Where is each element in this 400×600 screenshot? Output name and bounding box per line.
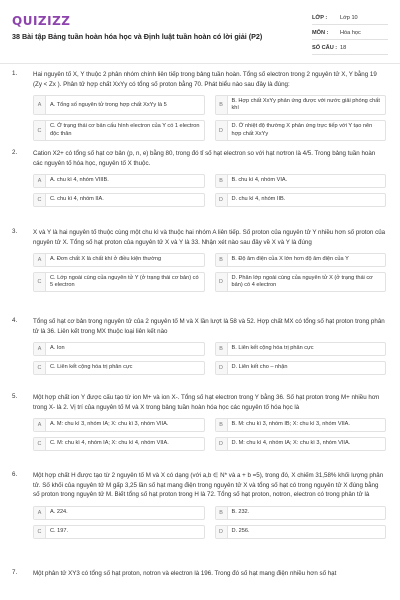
option-letter: A [34, 175, 46, 187]
question-text: Một hợp chất ion Y được cấu tạo từ ion M+ và ion X-. Tổng số hạt electron trong Y bằng 36. Số hạt proton trong M+ nhiều hơn trong X- là 2. Vị trí của nguyên tố M và X trong bảng tuần hoàn hóa học các nguyên tố hóa học là [33, 394, 380, 411]
question-number: 4. [12, 317, 18, 324]
option-letter: B [216, 507, 228, 519]
options-grid [33, 95, 386, 141]
option-a[interactable] [33, 95, 205, 115]
meta-key: SỐ CÂU : [312, 45, 338, 51]
option-d[interactable] [215, 525, 387, 539]
question-number: 1. [12, 70, 18, 77]
option-letter: B [216, 343, 228, 355]
question-number: 7. [12, 569, 18, 576]
header [0, 0, 400, 64]
option-letter: C [34, 362, 46, 374]
meta-row-subject [312, 27, 388, 40]
option-letter: C [34, 526, 46, 538]
option-c[interactable] [33, 120, 205, 140]
option-text: A. Tổng số nguyên tử trong hợp chất XxYy là 5 [50, 101, 167, 108]
document-title: 38 Bài tập Bảng tuần hoàn hóa học và Định luật tuần hoàn có lời giải (P2) [12, 32, 263, 41]
option-text: D. 256. [231, 527, 250, 534]
option-d[interactable] [215, 272, 387, 292]
question-5 [0, 393, 400, 471]
question-7 [0, 569, 400, 583]
option-c[interactable] [33, 437, 205, 451]
option-text: A. chu kì 4, nhóm VIIIB. [50, 177, 109, 184]
option-text: D. Liên kết cho – nhận [231, 364, 288, 371]
option-text: D. Ở nhiệt độ thường X phản ứng trực tiếp với Y tạo nên hợp chất XxYy [231, 123, 373, 137]
option-text: B. Liên kết cộng hóa trị phân cực [231, 345, 314, 352]
option-letter: D [216, 362, 228, 374]
option-text: D. Phân lớp ngoài cùng của nguyên tử X (ở trạng thái cơ bản) có 4 electron [231, 275, 373, 289]
options-grid [33, 418, 386, 451]
option-letter: D [216, 526, 228, 538]
question-text: X và Y là hai nguyên tố thuộc cùng một chu kì và thuộc hai nhóm A liên tiếp. Số proton của nguyên tử Y nhiều hơn số proton của nguyên tử X. Tổng số hạt proton của nguyên tử X và Y là 33. Nhận xét nào sau đây về X và Y là đúng [33, 229, 386, 246]
option-a[interactable] [33, 342, 205, 356]
option-letter: C [34, 121, 46, 139]
option-letter: A [34, 96, 46, 114]
option-text: C. chu kì 4, nhóm IIA. [50, 196, 104, 203]
option-b[interactable] [215, 95, 387, 115]
option-letter: A [34, 343, 46, 355]
option-letter: B [216, 254, 228, 266]
option-text: B. Hợp chất XxYy phản ứng được với nước giải phóng chất khí [231, 98, 380, 112]
option-letter: C [34, 194, 46, 206]
question-6 [0, 471, 400, 569]
option-letter: C [34, 273, 46, 291]
option-b[interactable] [215, 253, 387, 267]
question-number: 5. [12, 393, 18, 400]
options-grid [33, 506, 386, 539]
question-text: Một phân tử XY3 có tổng số hạt proton, notron và electron là 196. Trong đó số hạt mang điện nhiều hơn số hạt [33, 570, 337, 577]
meta-key: LỚP : [312, 15, 328, 21]
option-d[interactable] [215, 120, 387, 140]
option-text: D. chu kì 4, nhóm IIB. [231, 196, 286, 203]
options-grid [33, 342, 386, 375]
option-text: B. M: chu kì 3, nhóm IB; X: chu kì 3, nhóm VIIA. [231, 421, 350, 428]
option-a[interactable] [33, 174, 205, 188]
quizizz-logo[interactable]: QUIZIZZ [12, 14, 71, 28]
option-a[interactable] [33, 418, 205, 432]
question-number: 2. [12, 149, 18, 156]
option-c[interactable] [33, 525, 205, 539]
option-letter: D [216, 273, 228, 291]
option-c[interactable] [33, 272, 205, 292]
question-text: Hai nguyên tố X, Y thuộc 2 phân nhóm chính liên tiếp trong bảng tuần hoàn. Tổng số electron trong 2 nguyên tử X, Y bằng 19 (Zy < Zx ). Phân tử hợp chất XxYy có tổng số proton bằng 70. Phát biểu nào sau đây là đúng: [33, 71, 377, 88]
options-grid [33, 174, 386, 207]
option-text: C. 197. [50, 527, 69, 534]
option-text: A. Ion [50, 345, 65, 352]
meta-table [312, 12, 388, 57]
meta-value: Lớp 10 [340, 15, 358, 21]
question-1 [0, 70, 400, 149]
option-text: C. Liên kết cộng hóa trị phân cực [50, 364, 133, 371]
question-4 [0, 317, 400, 393]
option-b[interactable] [215, 418, 387, 432]
option-letter: D [216, 194, 228, 206]
meta-row-class [312, 12, 388, 25]
option-letter: C [34, 438, 46, 450]
option-letter: B [216, 175, 228, 187]
option-letter: D [216, 121, 228, 139]
question-text: Một hợp chất H được tạo từ 2 nguyên tố M và X có dạng (với a,b ∈ N* và a + b =5), trong đó, X chiếm 31,58% khối lượng phân tử. Số khối của nguyên tử M gấp 3,25 lần số hạt mang điện trong nguyên tử X và tổng số hạt có trong nguyên tử X đúng bằng số proton trong nguyên tử M. Biết tổng số hạt proton trong H là 72. Tổng số hạt proton, notron, electron có trong phân tử là [33, 472, 384, 498]
option-c[interactable] [33, 193, 205, 207]
question-3 [0, 228, 400, 317]
option-a[interactable] [33, 253, 205, 267]
meta-value: Hóa học [340, 30, 361, 36]
option-text: A. 224. [50, 508, 68, 515]
option-d[interactable] [215, 361, 387, 375]
question-number: 3. [12, 228, 18, 235]
meta-key: MÔN : [312, 30, 329, 36]
option-b[interactable] [215, 506, 387, 520]
option-c[interactable] [33, 361, 205, 375]
option-d[interactable] [215, 193, 387, 207]
option-text: A. Đơn chất X là chất khí ở điều kiện thường [50, 256, 162, 263]
option-b[interactable] [215, 342, 387, 356]
meta-row-count [312, 42, 388, 55]
option-letter: A [34, 507, 46, 519]
option-text: B. Độ âm điện của X lớn hơn độ âm điện của Y [231, 256, 349, 263]
option-text: D. M: chu kì 4, nhóm IA; X: chu kì 3, nhóm VIIA. [231, 440, 351, 447]
option-text: B. 232. [231, 508, 250, 515]
option-d[interactable] [215, 437, 387, 451]
option-a[interactable] [33, 506, 205, 520]
option-text: C. Lớp ngoài cùng của nguyên tử Y (ở trạng thái cơ bản) có 5 electron [50, 275, 199, 289]
question-text: Tổng số hạt cơ bản trong nguyên tử của 2 nguyên tố M và X lần lượt là 58 và 52. Hợp chất MX có tổng số hạt proton trong phân tử là 36. Liên kết trong MX thuộc loại liên kết nào [33, 318, 385, 335]
option-text: C. M: chu kì 4, nhóm IA; X: chu kì 4, nhóm VIIA. [50, 440, 169, 447]
option-text: A. M: chu kì 3, nhóm IA; X: chu kì 3, nhóm VIIA. [50, 421, 169, 428]
option-letter: B [216, 96, 228, 114]
option-letter: D [216, 438, 228, 450]
option-letter: A [34, 419, 46, 431]
question-2 [0, 149, 400, 228]
question-list [0, 70, 400, 583]
option-letter: B [216, 419, 228, 431]
option-letter: A [34, 254, 46, 266]
option-b[interactable] [215, 174, 387, 188]
options-grid [33, 253, 386, 292]
option-text: B. chu kì 4, nhóm VIA. [231, 177, 288, 184]
meta-value: 18 [340, 45, 347, 51]
option-text: C. Ở trạng thái cơ bản cấu hình electron của Y có 1 electron độc thân [50, 123, 200, 137]
question-number: 6. [12, 471, 18, 478]
question-text: Cation X2+ có tổng số hạt cơ bản (p, n, e) bằng 80, trong đó tỉ số hạt electron so với hạt nơtron là 4/5. Trong bảng tuần hoàn các nguyên tố hóa học, nguyên tố X thuộc. [33, 150, 376, 167]
